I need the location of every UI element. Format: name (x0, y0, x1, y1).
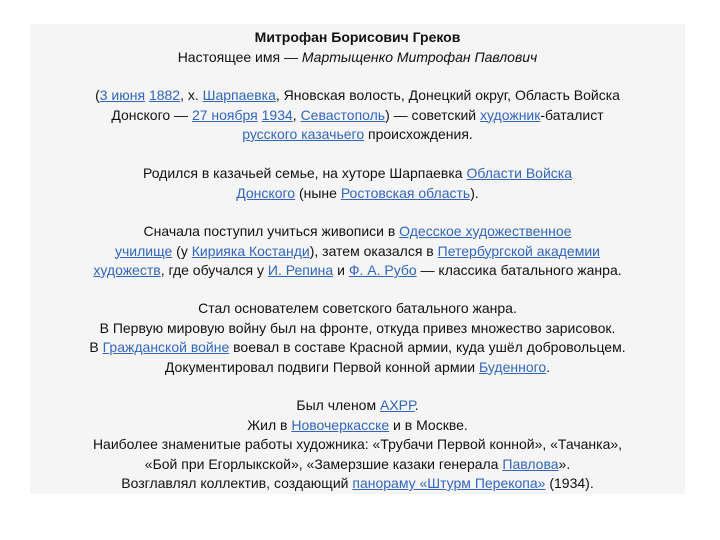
real-name: Мартыщенко Митрофан Павлович (301, 48, 538, 65)
paragraph-education (30, 222, 685, 281)
text: и (333, 262, 349, 278)
link-akhrr[interactable]: АХРР (379, 397, 415, 413)
text: ». (558, 455, 571, 472)
text: Документировал подвиги Первой конной армии (164, 358, 479, 375)
text: ), затем оказался в (309, 242, 438, 259)
text: «Бой при Егорлыкской», «Замерзшие казаки генерала (144, 455, 503, 472)
link-sharpaevka[interactable]: Шарпаевка (202, 87, 276, 103)
paragraph-birthplace (30, 164, 685, 203)
paragraph-works (30, 396, 685, 494)
link-repin[interactable]: И. Репина (267, 262, 334, 278)
link-artist[interactable]: художник (480, 106, 541, 123)
paragraph-career (30, 299, 685, 377)
text: Сначала поступил учиться живописи в (143, 223, 400, 239)
text-line: Стал основателем советского батального жанра. (198, 300, 517, 316)
link-pavlov[interactable]: Павлова (502, 455, 559, 472)
link-birth-date[interactable]: 3 июня (99, 87, 146, 103)
link-sevastopol[interactable]: Севастополь (300, 106, 386, 123)
link-panorama[interactable]: панораму «Штурм Перекопа» (352, 475, 546, 491)
text: Родился в казачьей семье, на хуторе Шарпаевка (142, 165, 467, 181)
text: В (89, 339, 103, 355)
real-name-prefix: Настоящее имя — (177, 48, 302, 65)
link-death-year[interactable]: 1934 (261, 106, 293, 123)
link-death-date[interactable]: 27 ноября (191, 106, 258, 123)
text: воевал в составе Красной армии, куда ушёл добровольцем. (229, 339, 626, 355)
text: -баталист (540, 106, 604, 123)
paragraph-dates: (3 июня 1882, х. Шарпаевка, Яновская волость, Донецкий округ, Область Войска Донского — 27 ноября 1934, Севастополь) — советский художник-баталист русского казачьего происхождения. (95, 87, 620, 142)
link-roubaud[interactable]: Ф. А. Рубо (348, 262, 417, 278)
text: Жил в (247, 416, 292, 433)
text: Донского — (111, 106, 192, 123)
link-academy[interactable]: Петербургской академии (437, 242, 600, 259)
text: ( (95, 87, 100, 103)
text: Возглавлял коллектив, создающий (121, 475, 353, 491)
text: и в Москве. (389, 416, 468, 433)
real-name-line (30, 48, 685, 68)
text: . (546, 358, 551, 375)
document-page (30, 24, 685, 494)
text: . (414, 397, 419, 413)
text-line: Наиболее знаменитые работы художника: «Трубачи Первой конной», «Тачанка», (92, 436, 623, 452)
text: происхождения. (364, 126, 473, 142)
text: (1934). (545, 475, 594, 491)
text: (ныне (295, 184, 341, 201)
link-birth-year[interactable]: 1882 (148, 87, 181, 103)
text: — классика батального жанра. (416, 262, 622, 278)
link-odessa-school-cont[interactable]: училище (115, 242, 173, 259)
link-academy-cont[interactable]: художеств (93, 262, 161, 278)
link-rostov-oblast[interactable]: Ростовская область (340, 184, 471, 201)
text: , х. (180, 87, 203, 103)
header (30, 28, 685, 67)
link-don-region-cont[interactable]: Донского (236, 184, 296, 201)
text: (у (172, 242, 192, 259)
text: ). (470, 184, 479, 201)
text: , где обучался у (160, 262, 268, 278)
text-line: В Первую мировую войну был на фронте, откуда привез множество зарисовок. (99, 319, 616, 336)
link-odessa-school[interactable]: Одесское художественное (399, 223, 572, 239)
link-don-region[interactable]: Области Войска (466, 165, 572, 181)
link-novocherkassk[interactable]: Новочеркасске (291, 416, 390, 433)
text: ) — советский (385, 106, 480, 123)
link-budenny[interactable]: Буденного (478, 358, 547, 375)
link-kostandi[interactable]: Кирияка Костанди (191, 242, 310, 259)
text: Был членом (296, 397, 380, 413)
person-name: Митрофан Борисович Греков (254, 29, 461, 45)
link-cossack-origin[interactable]: русского казачьего (242, 126, 365, 142)
link-civil-war[interactable]: Гражданской войне (102, 339, 230, 355)
text: , Яновская волость, Донецкий округ, Область Войска (275, 87, 620, 103)
